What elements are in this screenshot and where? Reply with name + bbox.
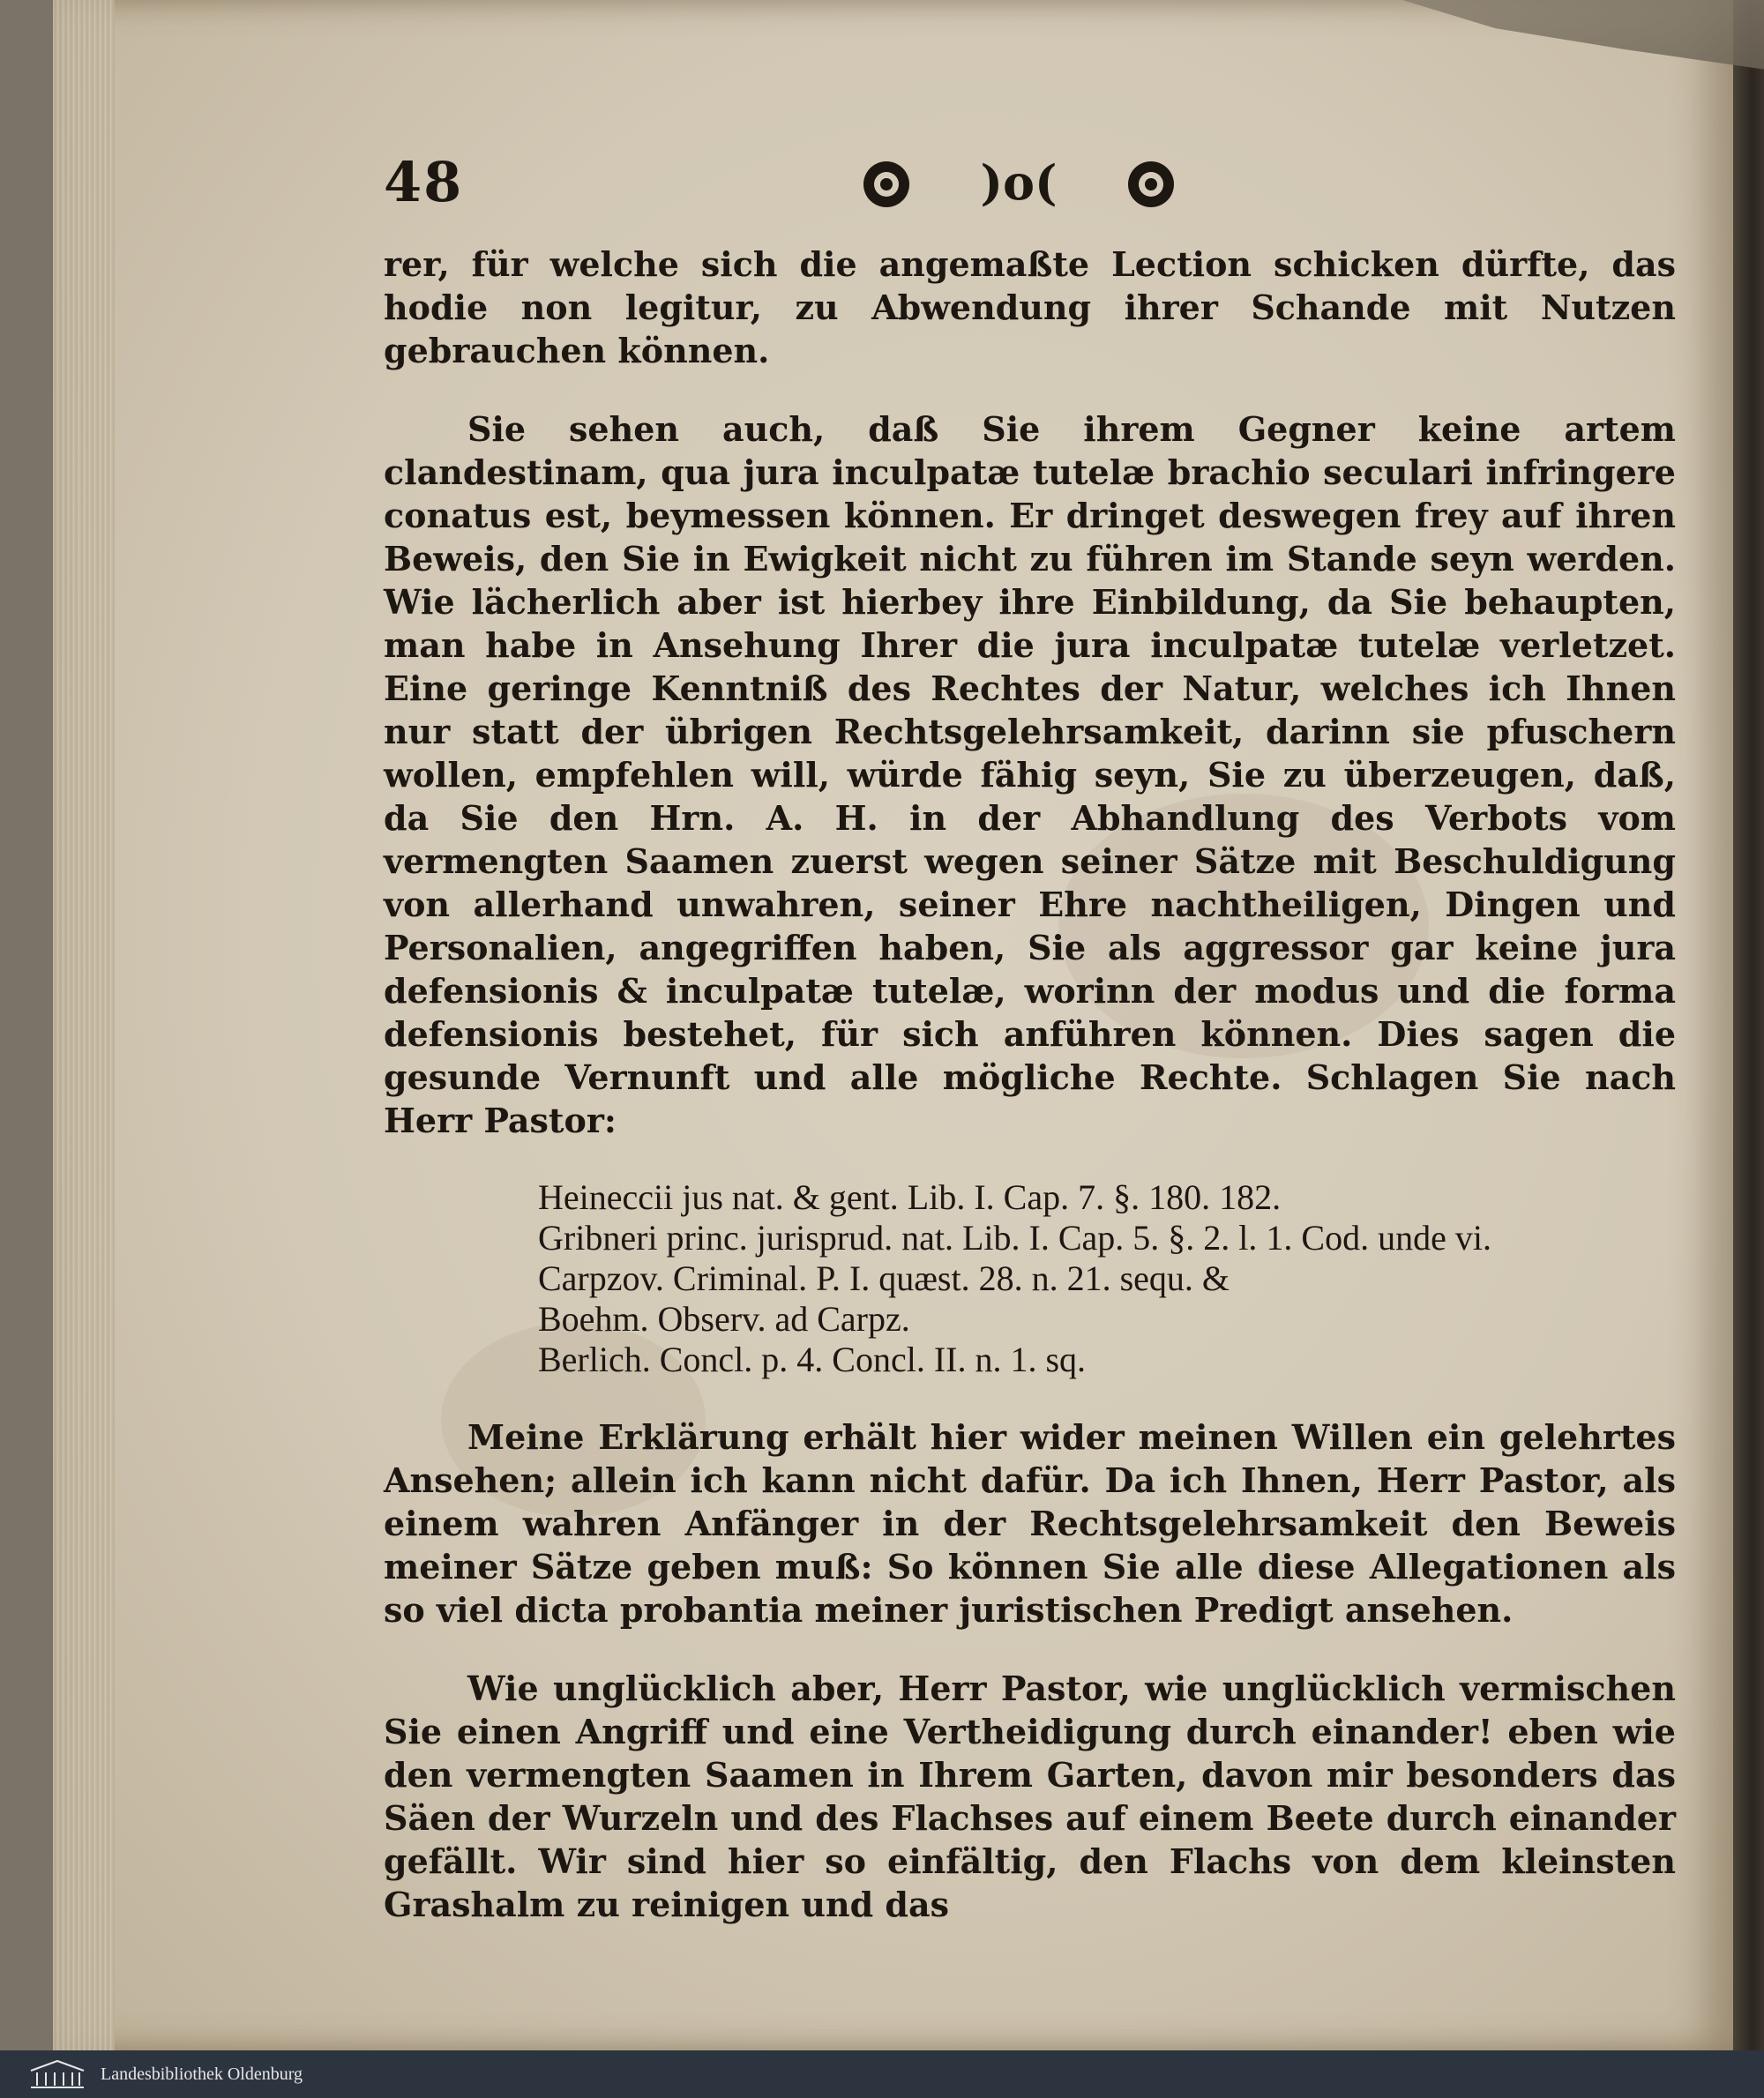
paragraph-body: Sie sehen auch, daß Sie ihrem Gegner keine artem clandestinam, qua jura inculpatæ tutelæ brachio seculari infringere conatus est, beymessen können. Er dringet deswegen frey auf ihren Beweis, den Sie in Ewigkeit nicht zu führen im Stande seyn werden. Wie lächerlich aber ist hierbey ihre Einbildung, da Sie behaupten, man habe in Ansehung Ihrer die jura inculpatæ tutelæ verletzet. Eine geringe Kenntniß des Rechtes der Natur, welches ich Ihnen nur statt der übrigen Rechtsgelehrsamkeit, darinn sie pfuschern wollen, empfehlen will, würde fähig seyn, Sie zu überzeugen, daß, da Sie den Hrn. A. H. in der Abhandlung des Verbots vom vermengten Saamen zuerst wegen seiner Sätze mit Beschuldigung von allerhand unwahren, seiner Ehre nachtheiligen, Dingen und Personalien, angegriffen haben, Sie als aggressor gar keine jura defensionis & inculpatæ tutelæ, worinn der modus und die forma defensionis bestehet, für sich anführen können. Dies sagen die gesunde Vernunft und alle mögliche Rechte. Schlagen Sie nach Herr Pastor: — [384, 409, 1676, 1140]
page-stack-edge — [53, 0, 115, 2050]
page-text-block — [384, 141, 1676, 1926]
reference-item: Carpzov. Criminal. P. I. quæst. 28. n. 21. sequ. & — [538, 1258, 1230, 1298]
page-number: 48 — [384, 150, 464, 214]
library-building-icon — [26, 2058, 88, 2090]
reference-item: Heineccii jus nat. & gent. Lib. I. Cap. 7. §. 180. 182. — [538, 1177, 1282, 1217]
reference-item: Gribneri princ. jurisprud. nat. Lib. I. Cap. 5. §. 2. l. 1. Cod. unde vi. — [538, 1218, 1491, 1258]
reference-item: Berlich. Concl. p. 4. Concl. II. n. 1. sq. — [538, 1340, 1087, 1379]
header-ornament-icon — [833, 153, 1204, 215]
paragraph-body: Wie unglücklich aber, Herr Pastor, wie unglücklich vermischen Sie einen Angriff und eine Vertheidigung durch einander! eben wie den vermengten Saamen in Ihrem Garten, davon mir besonders das Säen der Wurzeln und des Flachses auf einem Beete durch einander gefällt. Wir sind hier so einfältig, den Flachs von dem kleinsten Grashalm zu reinigen und das — [384, 1669, 1676, 1924]
ornament-text: )o( — [980, 154, 1058, 211]
library-footer-bar — [0, 2050, 1764, 2098]
page-header — [384, 141, 1676, 243]
paragraph-body: Meine Erklärung erhält hier wider meinen Willen ein gelehrtes Ansehen; allein ich kann nicht dafür. Da ich Ihnen, Herr Pastor, als einem wahren Anfänger in der Rechtsgelehrsamkeit den Beweis meiner Sätze geben muß: So können Sie alle diese Allegationen als so viel dicta probantia meiner juristischen Predigt ansehen. — [384, 1417, 1676, 1630]
reference-item: Boehm. Observ. ad Carpz. — [538, 1299, 910, 1339]
library-name: Landesbibliothek Oldenburg — [101, 2064, 303, 2084]
book-binding-edge — [1733, 0, 1764, 2050]
paragraph-continuation: rer, für welche sich die angemaßte Lection schicken dürfte, das hodie non legitur, zu Abwendung ihrer Schande mit Nutzen gebrauchen können. — [384, 244, 1676, 370]
reference-list — [538, 1177, 1676, 1380]
